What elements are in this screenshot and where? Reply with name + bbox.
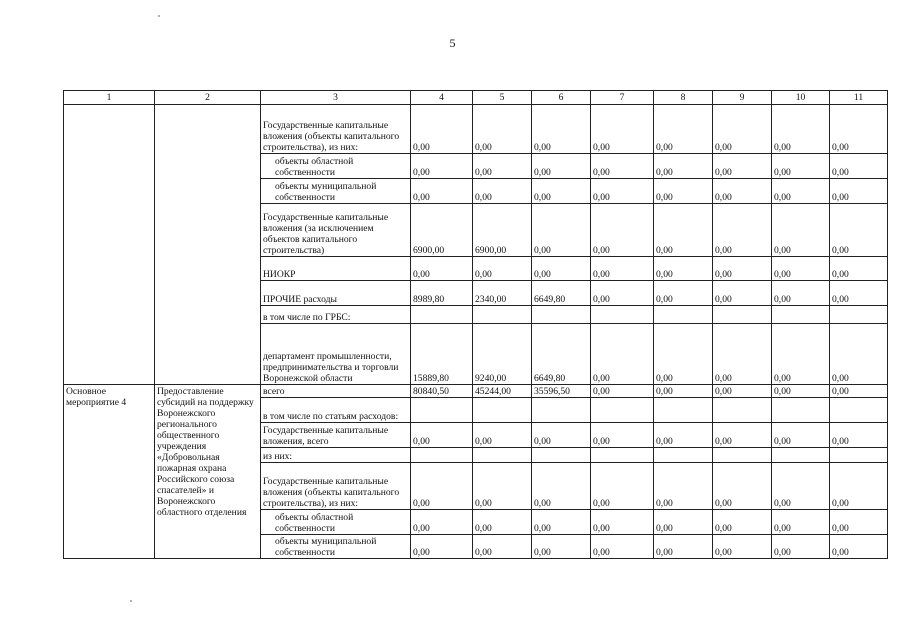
- row-label: объекты областной собственности: [261, 154, 411, 179]
- column-header: 7: [591, 91, 654, 105]
- value-cell: 0,00: [473, 105, 532, 154]
- value-cell: 0,00: [473, 510, 532, 535]
- value-cell: [411, 398, 473, 423]
- column-header: 6: [532, 91, 591, 105]
- column-header: 11: [830, 91, 888, 105]
- header-row: [64, 91, 888, 105]
- value-cell: 0,00: [772, 281, 830, 306]
- value-cell: 0,00: [830, 535, 888, 559]
- value-cell: 2340,00: [473, 281, 532, 306]
- table-row: [64, 385, 888, 398]
- value-cell: 0,00: [772, 179, 830, 204]
- value-cell: [411, 448, 473, 463]
- column-header: 10: [772, 91, 830, 105]
- value-cell: 0,00: [532, 105, 591, 154]
- row-label: НИОКР: [261, 257, 411, 281]
- value-cell: 0,00: [654, 179, 713, 204]
- value-cell: 0,00: [473, 535, 532, 559]
- value-cell: [713, 448, 772, 463]
- value-cell: 0,00: [830, 179, 888, 204]
- value-cell: 0,00: [411, 257, 473, 281]
- row-label: объекты муниципальной собственности: [261, 179, 411, 204]
- row-label: Государственные капитальные вложения, всего: [261, 423, 411, 448]
- value-cell: 0,00: [830, 324, 888, 385]
- row-label: Государственные капитальные вложения (за исключением объектов капитального строительства): [261, 204, 411, 257]
- value-cell: [830, 306, 888, 324]
- value-cell: 0,00: [654, 385, 713, 398]
- measure-cell: [64, 105, 155, 385]
- value-cell: 0,00: [713, 257, 772, 281]
- value-cell: 6649,80: [532, 324, 591, 385]
- value-cell: 0,00: [713, 204, 772, 257]
- value-cell: [830, 398, 888, 423]
- value-cell: 0,00: [532, 179, 591, 204]
- value-cell: 0,00: [830, 510, 888, 535]
- value-cell: 0,00: [532, 154, 591, 179]
- value-cell: [713, 398, 772, 423]
- row-label: в том числе по статьям расходов:: [261, 398, 411, 423]
- scan-speck: [158, 15, 160, 17]
- value-cell: 0,00: [411, 423, 473, 448]
- value-cell: 0,00: [591, 510, 654, 535]
- value-cell: 45244,00: [473, 385, 532, 398]
- value-cell: 0,00: [532, 423, 591, 448]
- value-cell: 0,00: [411, 105, 473, 154]
- row-label: Государственные капитальные вложения (объекты капитального строительства), из них:: [261, 463, 411, 510]
- value-cell: 0,00: [830, 154, 888, 179]
- value-cell: 0,00: [654, 154, 713, 179]
- value-cell: 0,00: [654, 204, 713, 257]
- value-cell: 0,00: [654, 535, 713, 559]
- value-cell: 0,00: [411, 535, 473, 559]
- row-label: объекты муниципальной собственности: [261, 535, 411, 559]
- value-cell: 0,00: [591, 463, 654, 510]
- description-cell: Предоставление субсидий на поддержку Воронежского регионального общественного учреждения «Добровольная пожарная охрана Российского союза спасателей» и Воронежского областного отделения: [155, 385, 261, 559]
- value-cell: 6900,00: [411, 204, 473, 257]
- budget-table: [63, 90, 888, 559]
- row-label: Государственные капитальные вложения (объекты капитального строительства), из них:: [261, 105, 411, 154]
- value-cell: 0,00: [591, 257, 654, 281]
- value-cell: 0,00: [411, 179, 473, 204]
- value-cell: 80840,50: [411, 385, 473, 398]
- value-cell: 0,00: [713, 154, 772, 179]
- value-cell: 0,00: [713, 281, 772, 306]
- value-cell: 0,00: [830, 281, 888, 306]
- column-header: 5: [473, 91, 532, 105]
- value-cell: 0,00: [713, 179, 772, 204]
- value-cell: 0,00: [772, 535, 830, 559]
- value-cell: 0,00: [591, 154, 654, 179]
- column-header: 2: [155, 91, 261, 105]
- value-cell: 0,00: [654, 324, 713, 385]
- row-label: департамент промышленности, предпринимательства и торговли Воронежской области: [261, 324, 411, 385]
- value-cell: [772, 306, 830, 324]
- row-label: объекты областной собственности: [261, 510, 411, 535]
- value-cell: [411, 306, 473, 324]
- value-cell: [532, 398, 591, 423]
- value-cell: 0,00: [473, 423, 532, 448]
- value-cell: [532, 448, 591, 463]
- value-cell: [591, 448, 654, 463]
- value-cell: 0,00: [532, 257, 591, 281]
- value-cell: 0,00: [772, 463, 830, 510]
- column-header: 3: [261, 91, 411, 105]
- value-cell: 0,00: [591, 105, 654, 154]
- value-cell: 0,00: [713, 510, 772, 535]
- value-cell: [654, 448, 713, 463]
- value-cell: 0,00: [532, 204, 591, 257]
- value-cell: [713, 306, 772, 324]
- value-cell: [654, 306, 713, 324]
- value-cell: [830, 448, 888, 463]
- column-header: 4: [411, 91, 473, 105]
- value-cell: 0,00: [591, 324, 654, 385]
- value-cell: 0,00: [473, 179, 532, 204]
- value-cell: 0,00: [411, 510, 473, 535]
- value-cell: [532, 306, 591, 324]
- value-cell: 0,00: [654, 510, 713, 535]
- value-cell: 8989,80: [411, 281, 473, 306]
- row-label: в том числе по ГРБС:: [261, 306, 411, 324]
- value-cell: 0,00: [654, 105, 713, 154]
- value-cell: 0,00: [772, 154, 830, 179]
- value-cell: 0,00: [411, 154, 473, 179]
- value-cell: 0,00: [473, 154, 532, 179]
- value-cell: 0,00: [772, 204, 830, 257]
- value-cell: [473, 448, 532, 463]
- value-cell: 15889,80: [411, 324, 473, 385]
- value-cell: 0,00: [591, 179, 654, 204]
- value-cell: 0,00: [772, 105, 830, 154]
- value-cell: 0,00: [532, 510, 591, 535]
- value-cell: 0,00: [591, 385, 654, 398]
- value-cell: [591, 398, 654, 423]
- column-header: 1: [64, 91, 155, 105]
- value-cell: 0,00: [473, 463, 532, 510]
- value-cell: 0,00: [830, 105, 888, 154]
- description-cell: [155, 105, 261, 385]
- value-cell: 0,00: [772, 510, 830, 535]
- value-cell: 0,00: [591, 281, 654, 306]
- value-cell: 0,00: [654, 423, 713, 448]
- value-cell: 6900,00: [473, 204, 532, 257]
- value-cell: [772, 398, 830, 423]
- value-cell: [473, 398, 532, 423]
- row-label: всего: [261, 385, 411, 398]
- column-header: 8: [654, 91, 713, 105]
- value-cell: 0,00: [654, 281, 713, 306]
- value-cell: 0,00: [411, 463, 473, 510]
- row-label: из них:: [261, 448, 411, 463]
- row-label: ПРОЧИЕ расходы: [261, 281, 411, 306]
- value-cell: 0,00: [772, 324, 830, 385]
- value-cell: 0,00: [830, 204, 888, 257]
- value-cell: 6649,80: [532, 281, 591, 306]
- value-cell: 0,00: [532, 463, 591, 510]
- value-cell: 0,00: [713, 423, 772, 448]
- value-cell: [473, 306, 532, 324]
- value-cell: 0,00: [654, 257, 713, 281]
- value-cell: 0,00: [591, 423, 654, 448]
- value-cell: 0,00: [591, 535, 654, 559]
- scan-speck: [130, 600, 132, 602]
- value-cell: 0,00: [713, 463, 772, 510]
- value-cell: 0,00: [713, 385, 772, 398]
- value-cell: 0,00: [772, 423, 830, 448]
- value-cell: 35596,50: [532, 385, 591, 398]
- value-cell: 0,00: [830, 463, 888, 510]
- value-cell: [591, 306, 654, 324]
- value-cell: 0,00: [713, 105, 772, 154]
- value-cell: 0,00: [772, 257, 830, 281]
- value-cell: 0,00: [591, 204, 654, 257]
- column-header: 9: [713, 91, 772, 105]
- value-cell: 9240,00: [473, 324, 532, 385]
- value-cell: 0,00: [473, 257, 532, 281]
- value-cell: 0,00: [772, 385, 830, 398]
- value-cell: 0,00: [830, 385, 888, 398]
- value-cell: [654, 398, 713, 423]
- table-row: [64, 105, 888, 154]
- value-cell: 0,00: [713, 535, 772, 559]
- value-cell: 0,00: [830, 423, 888, 448]
- page-number: 5: [449, 36, 456, 50]
- value-cell: [772, 448, 830, 463]
- measure-cell: Основное мероприятие 4: [64, 385, 155, 559]
- value-cell: 0,00: [654, 463, 713, 510]
- value-cell: 0,00: [713, 324, 772, 385]
- value-cell: 0,00: [830, 257, 888, 281]
- value-cell: 0,00: [532, 535, 591, 559]
